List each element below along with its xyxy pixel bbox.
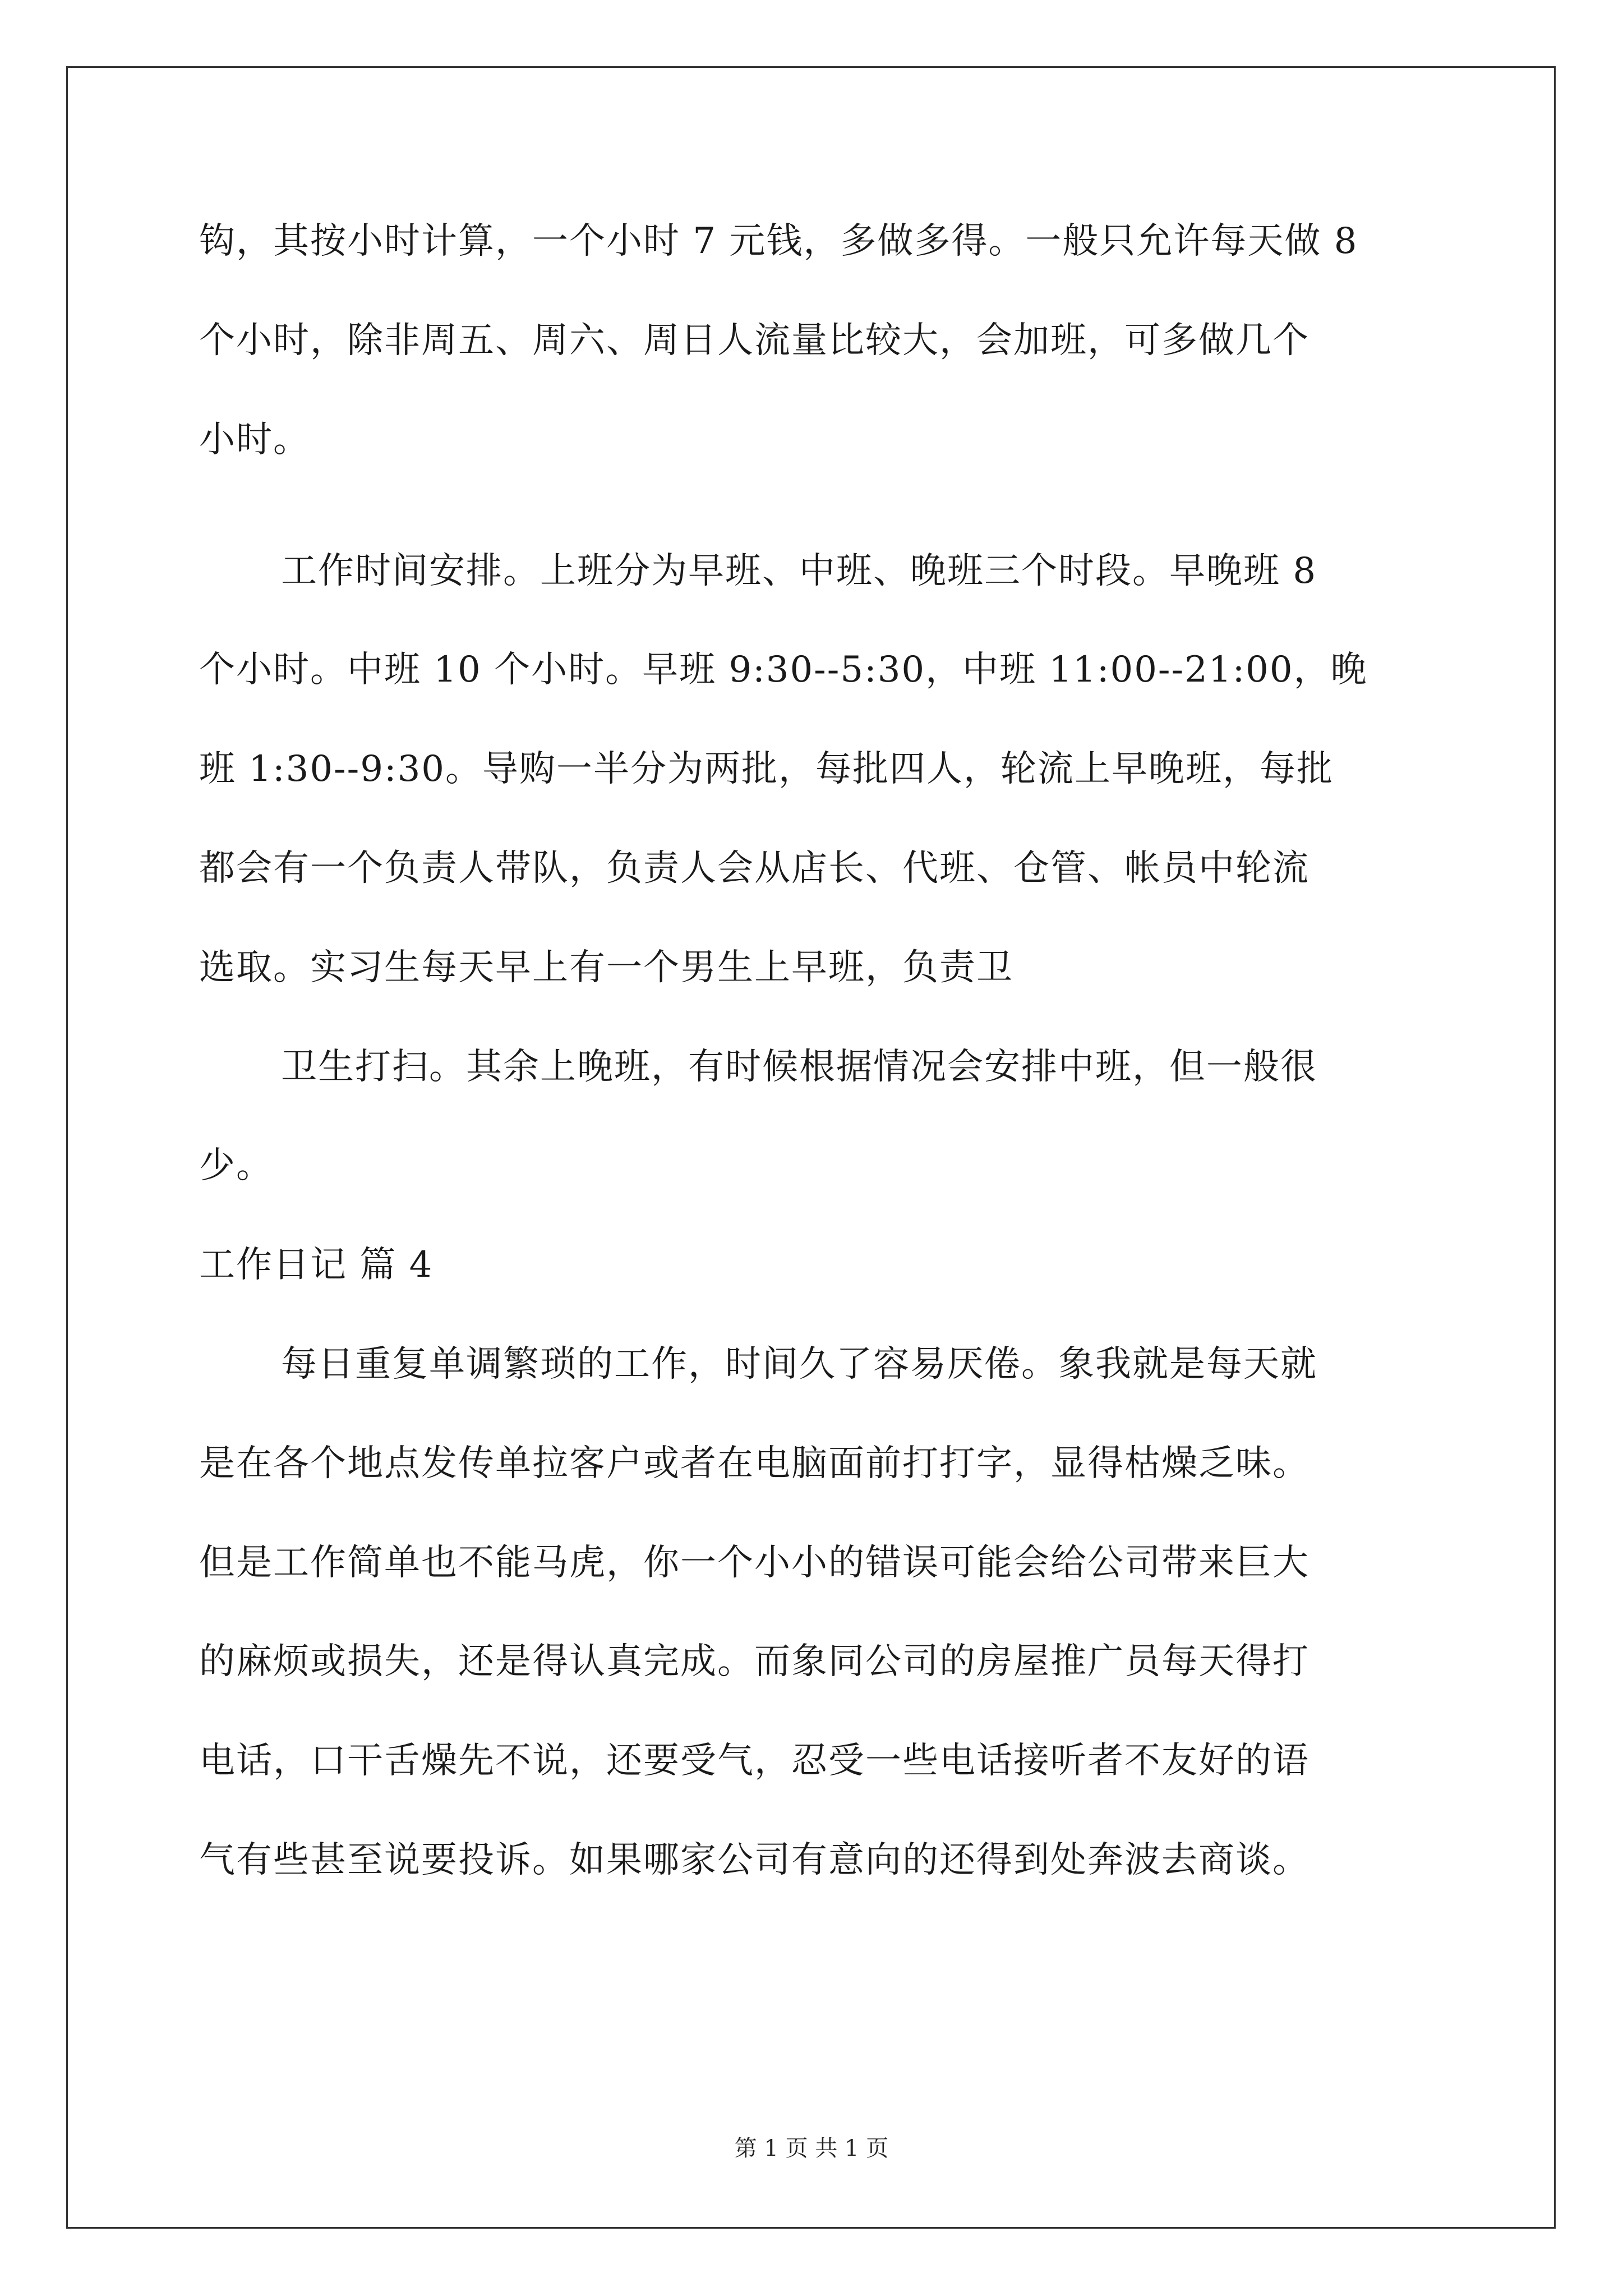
text-line: 个小时，除非周五、周六、周日人流量比较大，会加班，可多做几个	[199, 320, 1310, 361]
text-line: 钩，其按小时计算，一个小时 7 元钱，多做多得。一般只允许每天做 8	[199, 220, 1358, 262]
text-line: 是在各个地点发传单拉客户或者在电脑面前打打字，显得枯燥乏味。	[199, 1443, 1310, 1484]
text-line: 电话，口干舌燥先不说，还要受气，忍受一些电话接听者不友好的语	[199, 1740, 1310, 1782]
paragraph-line: 工作时间安排。上班分为早班、中班、晚班三个时段。早晚班 8	[281, 550, 1317, 592]
page-footer: 第 1 页 共 1 页	[734, 2136, 889, 2161]
text-line: 的麻烦或损失，还是得认真完成。而象同公司的房屋推广员每天得打	[199, 1641, 1310, 1682]
page-border	[66, 66, 1556, 2229]
text-line: 小时。	[199, 419, 310, 461]
text-line: 少。	[199, 1145, 273, 1186]
text-line: 都会有一个负责人带队，负责人会从店长、代班、仓管、帐员中轮流	[199, 848, 1310, 889]
section-heading: 工作日记 篇 4	[199, 1244, 434, 1286]
paragraph-line: 每日重复单调繁琐的工作，时间久了容易厌倦。象我就是每天就	[281, 1343, 1317, 1385]
text-line: 个小时。中班 10 个小时。早班 9:30--5:30，中班 11:00--21:00，晚	[199, 649, 1368, 691]
text-line: 气有些甚至说要投诉。如果哪家公司有意向的还得到处奔波去商谈。	[199, 1839, 1310, 1881]
text-line: 班 1:30--9:30。导购一半分为两批，每批四人，轮流上早晚班，每批	[199, 748, 1334, 790]
text-line: 选取。实习生每天早上有一个男生上早班，负责卫	[199, 947, 1013, 988]
text-line: 但是工作简单也不能马虎，你一个小小的错误可能会给公司带来巨大	[199, 1542, 1310, 1584]
paragraph-line: 卫生打扫。其余上晚班，有时候根据情况会安排中班，但一般很	[281, 1046, 1317, 1088]
